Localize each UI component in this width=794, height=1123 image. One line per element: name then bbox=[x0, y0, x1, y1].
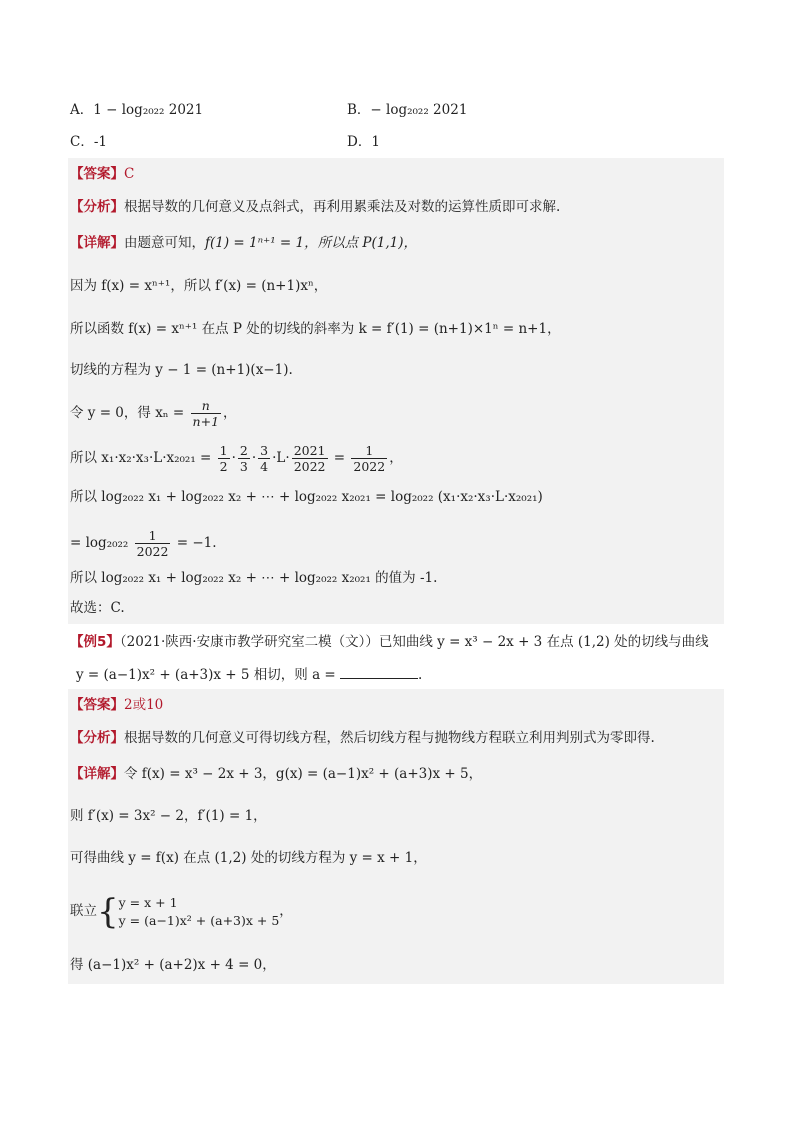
answer-tag: 【答案】 bbox=[70, 166, 124, 182]
l6-pre: 所以 x₁·x₂·x₃·L·x₂₀₂₁ = bbox=[70, 450, 212, 466]
l8-pre: = log₂₀₂₂ bbox=[70, 535, 129, 551]
system-eq-1: y = x + 1 bbox=[118, 894, 178, 910]
q4-analysis bbox=[70, 197, 560, 217]
option-b: B．− log₂₀₂₂ 2021 bbox=[347, 102, 468, 118]
analysis-tag: 【分析】 bbox=[70, 199, 124, 215]
l6-mid: ·L· bbox=[272, 450, 290, 466]
example-stem-1: 已知曲线 y = x³ − 2x + 3 在点 (1,2) 处的切线与曲线 bbox=[378, 634, 709, 650]
q5-analysis bbox=[70, 728, 655, 748]
q4-detail-line-6: 所以 x₁·x₂·x₃·L·x₂₀₂₁ = $\frac{1}{2}$ · $\frac{2}{3}$ · $\frac{3}{4}$ ·L· $\frac{2021}{2022}$ = $\frac{1}{2022}$ ， bbox=[70, 443, 403, 474]
q5-answer bbox=[70, 695, 163, 715]
q4-detail-line-9: 所以 log₂₀₂₂ x₁ + log₂₀₂₂ x₂ + ⋯ + log₂₀₂₂ x₂₀₂₁ 的值为 -1. bbox=[70, 570, 438, 586]
frac-den: 2022 bbox=[136, 544, 169, 559]
frac-num: 2021 bbox=[293, 443, 326, 458]
option-d: D．1 bbox=[347, 134, 380, 150]
fraction-1-2022 bbox=[351, 443, 387, 474]
fraction-n-over-n-plus-1 bbox=[191, 398, 221, 429]
frac-num: 1 bbox=[219, 443, 228, 458]
q5-detail-line-5: 得 (a−1)x² + (a+2)x + 4 = 0， bbox=[70, 957, 276, 973]
q4-detail-line-1 bbox=[70, 233, 417, 253]
frac-den: 3 bbox=[239, 459, 248, 474]
frac-num: 2 bbox=[239, 443, 248, 458]
stem2-pre: y = (a−1)x² + (a+3)x + 5 相切，则 a = bbox=[76, 667, 336, 683]
q5-detail-line-3: 可得曲线 y = f(x) 在点 (1,2) 处的切线方程为 y = x + 1， bbox=[70, 850, 427, 866]
l5-pre: 令 y = 0，得 xₙ = bbox=[70, 405, 185, 421]
detail-intro: 由题意可知， bbox=[124, 235, 205, 251]
answer-tag: 【答案】 bbox=[70, 697, 124, 713]
option-a: A．1 − log₂₀₂₂ 2021 bbox=[70, 102, 204, 118]
q5-detail-line-4 bbox=[70, 892, 293, 930]
analysis-text: 根据导数的几何意义及点斜式，再利用累乘法及对数的运算性质即可求解. bbox=[124, 199, 561, 215]
l4-post: ， bbox=[279, 903, 293, 919]
q5-detail-line-2: 则 f′(x) = 3x² − 2，f′(1) = 1， bbox=[70, 808, 267, 824]
q4-conclusion: 故选：C. bbox=[70, 600, 125, 616]
q4-detail-line-7: 所以 log₂₀₂₂ x₁ + log₂₀₂₂ x₂ + ⋯ + log₂₀₂₂ x₂₀₂₁ = log₂₀₂₂ (x₁·x₂·x₃·L·x₂₀₂₁) bbox=[70, 489, 543, 505]
answer-blank bbox=[340, 664, 418, 679]
frac-num: n bbox=[191, 398, 221, 414]
option-c: C．-1 bbox=[70, 134, 107, 150]
l5-post: ， bbox=[223, 405, 237, 421]
q5-stem-line-1 bbox=[70, 632, 709, 652]
frac-den: 2 bbox=[219, 459, 228, 474]
frac-num: 1 bbox=[135, 528, 171, 544]
fraction-2021-2022 bbox=[292, 443, 328, 474]
frac-den: 2022 bbox=[293, 459, 326, 474]
l8-post: = −1. bbox=[176, 535, 217, 551]
detail-tag: 【详解】 bbox=[70, 235, 124, 251]
detail-math-1: 令 f(x) = x³ − 2x + 3，g(x) = (a−1)x² + (a+3)x + 5， bbox=[124, 766, 483, 782]
fraction-2-3 bbox=[238, 443, 250, 474]
fraction-1-2 bbox=[218, 443, 230, 474]
fraction-1-over-2022 bbox=[135, 528, 171, 559]
analysis-tag: 【分析】 bbox=[70, 730, 124, 746]
q4-detail-line-3: 所以函数 f(x) = xⁿ⁺¹ 在点 P 处的切线的斜率为 k = f′(1) = (n+1)×1ⁿ = n+1， bbox=[70, 321, 561, 337]
l4-pre: 联立 bbox=[70, 903, 97, 919]
system-eq-2: y = (a−1)x² + (a+3)x + 5 bbox=[118, 912, 280, 928]
frac-den: n+1 bbox=[192, 414, 220, 429]
frac-num: 1 bbox=[351, 443, 387, 459]
q4-detail-line-8 bbox=[70, 528, 217, 559]
stem2-post: . bbox=[418, 667, 423, 683]
answer-value: C bbox=[124, 166, 135, 182]
frac-den: 4 bbox=[260, 459, 269, 474]
answer-value: 2或10 bbox=[124, 697, 164, 713]
analysis-text: 根据导数的几何意义可得切线方程，然后切线方程与抛物线方程联立利用判别式为零即得. bbox=[124, 730, 655, 746]
left-brace-icon: { bbox=[97, 891, 119, 932]
fraction-3-4 bbox=[258, 443, 270, 474]
q5-detail-line-1 bbox=[70, 764, 482, 784]
q4-detail-line-4: 切线的方程为 y − 1 = (n+1)(x−1). bbox=[70, 362, 293, 378]
detail-math-1: f(1) = 1ⁿ⁺¹ = 1，所以点 P(1,1)， bbox=[205, 235, 417, 251]
l6-eq: = bbox=[333, 450, 346, 466]
q5-stem-line-2 bbox=[76, 664, 422, 685]
q4-detail-line-2: 因为 f(x) = xⁿ⁺¹，所以 f′(x) = (n+1)xⁿ， bbox=[70, 278, 328, 294]
frac-den: 2022 bbox=[353, 459, 386, 474]
detail-tag: 【详解】 bbox=[70, 766, 124, 782]
l6-post: ， bbox=[389, 450, 403, 466]
example-source: （2021·陕西·安康市教学研究室二模（文）） bbox=[119, 634, 379, 650]
q4-detail-line-5 bbox=[70, 398, 237, 429]
frac-num: 3 bbox=[260, 443, 269, 458]
equation-system bbox=[119, 894, 280, 930]
q4-answer bbox=[70, 164, 134, 184]
example-tag: 【例5】 bbox=[70, 634, 120, 650]
